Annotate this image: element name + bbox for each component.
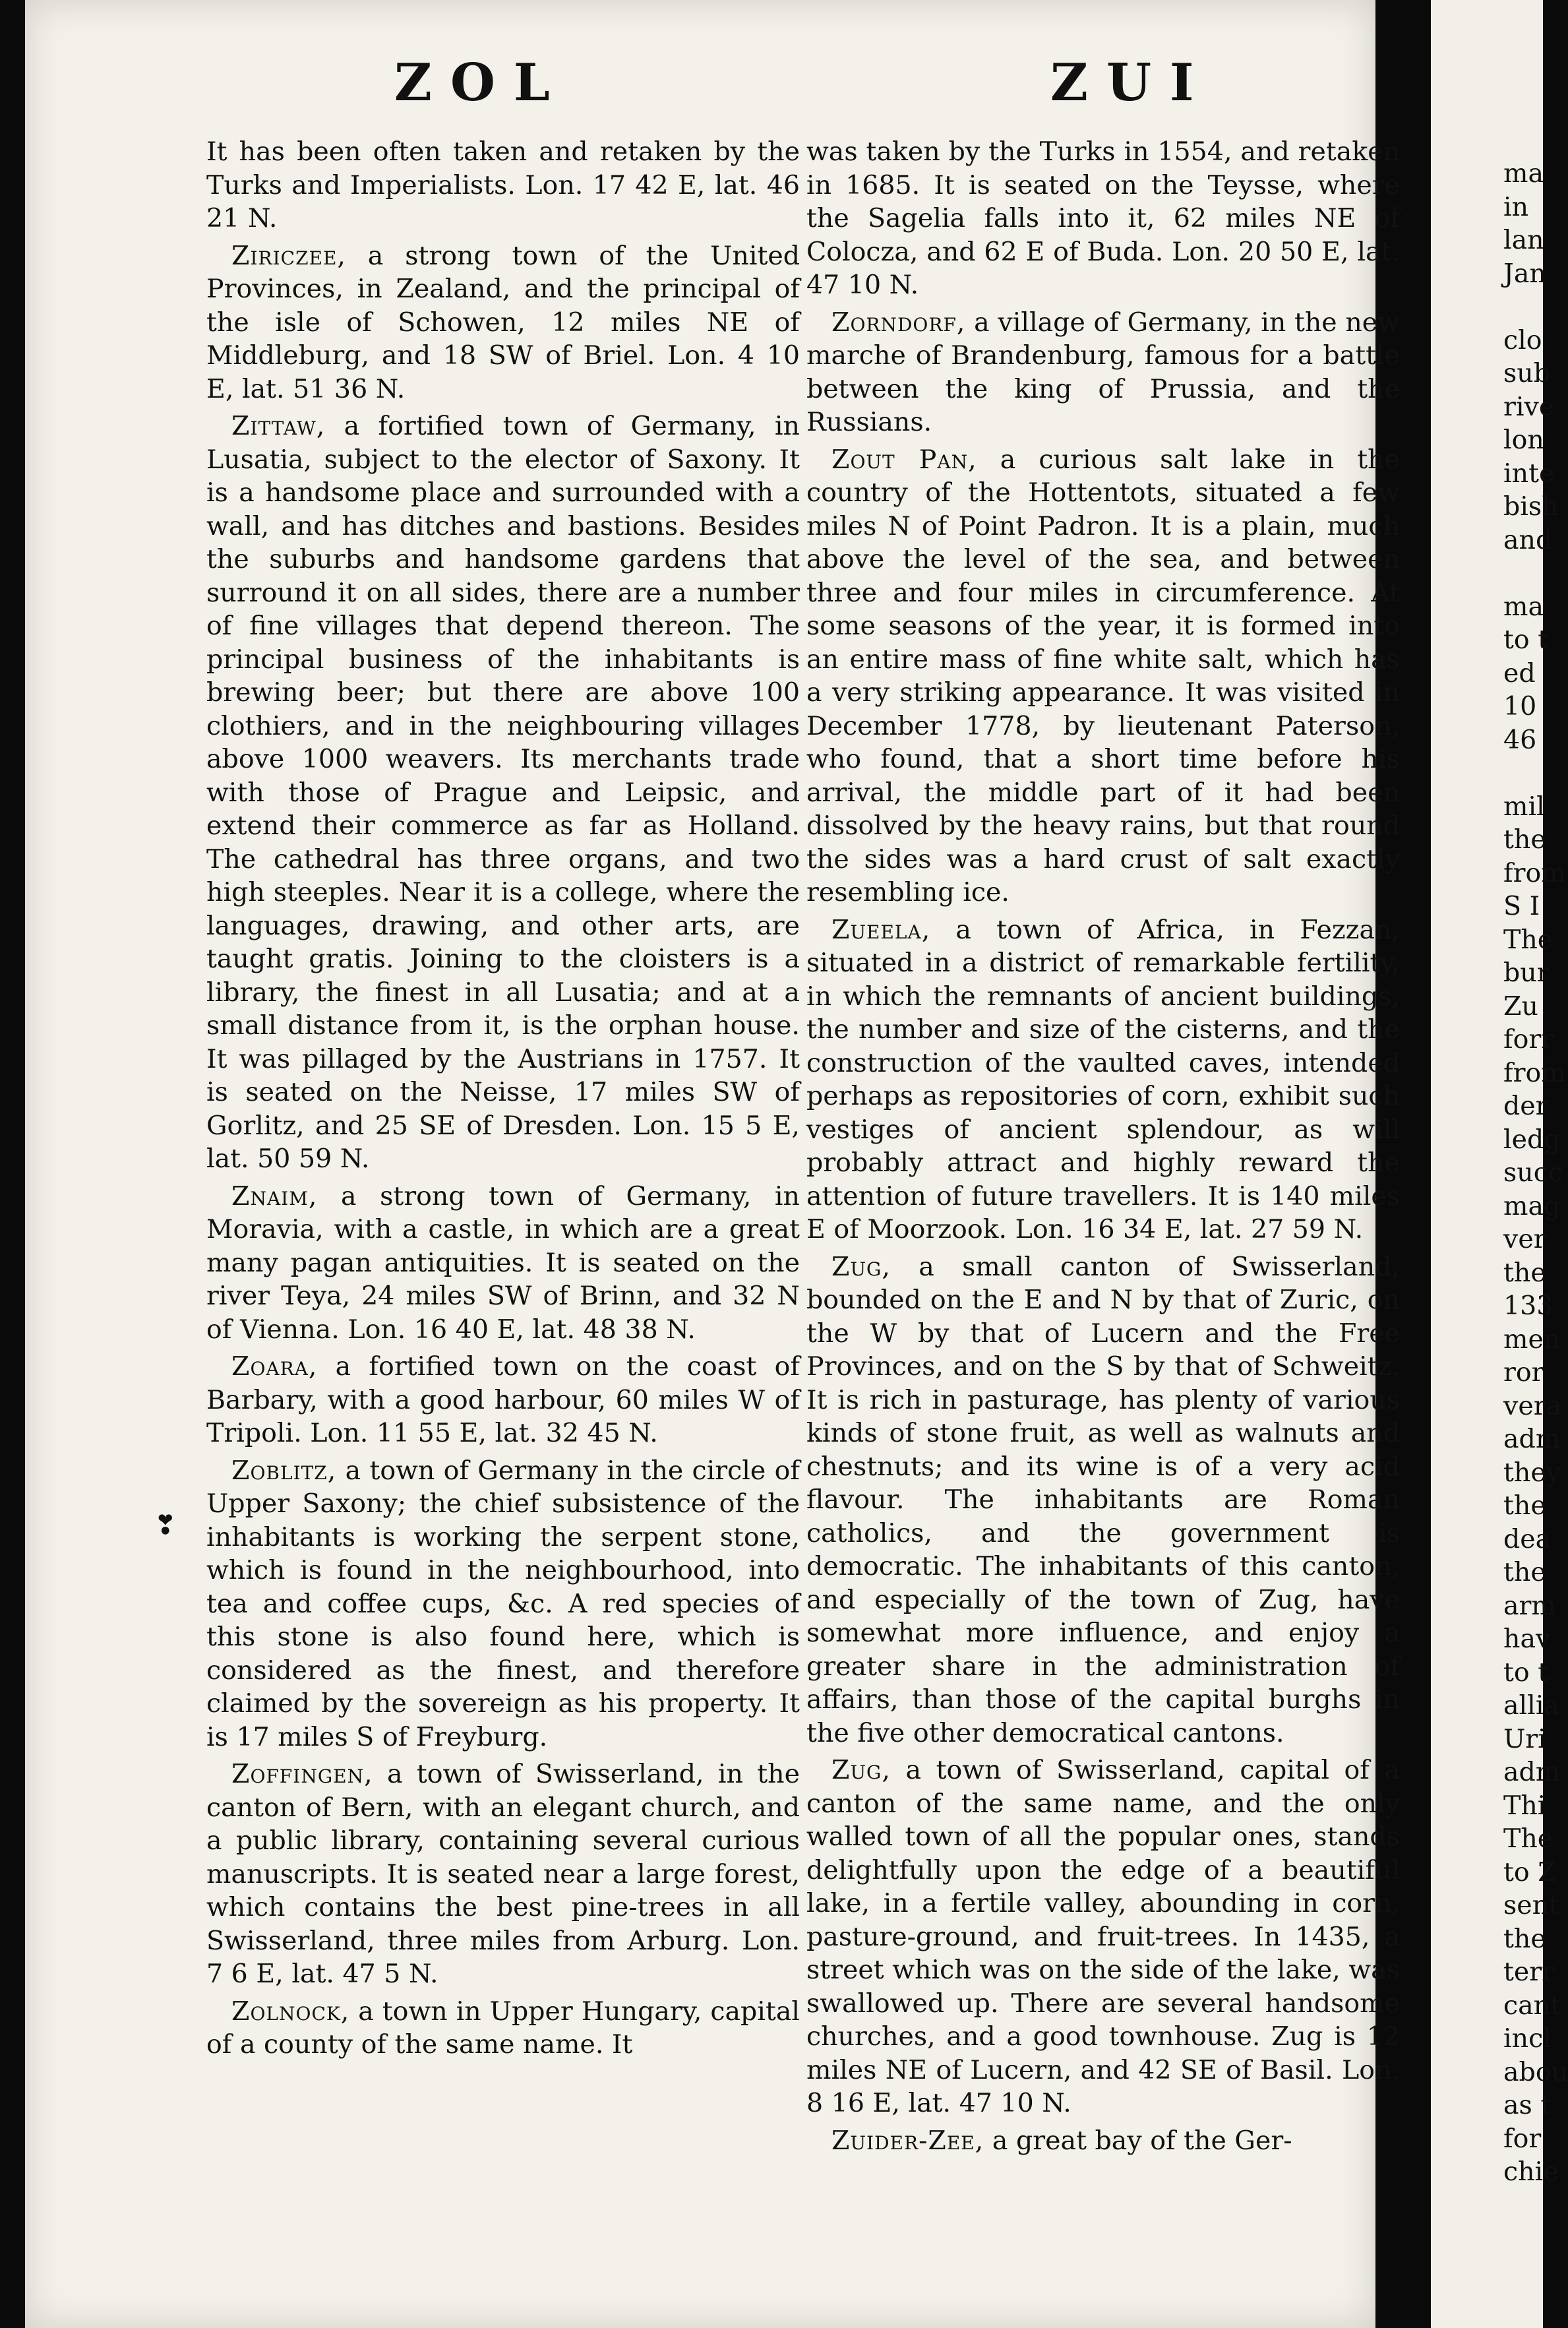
facing-page-fragment: The	[1503, 924, 1553, 955]
margin-mark: ❣	[154, 1510, 177, 1541]
gazetteer-entry	[206, 135, 800, 235]
facing-page-fragment: and	[1503, 524, 1553, 555]
gazetteer-entry	[206, 410, 800, 1176]
facing-page-fragment: as t	[1503, 2090, 1552, 2120]
facing-page-fragment: the	[1503, 1257, 1546, 1288]
facing-page-fragment: abou	[1503, 2056, 1568, 2087]
entry-text: a strong town of Germany, in Moravia, with a castle, in which are a great many pagan antiquities. It is seated on the river Teya, 24 miles SW of Brinn, and 32 N of Vienna. Lon. 16 40 E, lat. 48 38 N.	[206, 1180, 800, 1345]
entry-text: a town in Upper Hungary, capital of a county of the same name. It	[206, 1996, 800, 2060]
facing-page-fragment: incl	[1503, 2023, 1552, 2054]
facing-page-fragment: the	[1503, 824, 1546, 855]
facing-page-fragment: bish	[1503, 491, 1559, 522]
facing-page-fragment: mag	[1503, 1190, 1561, 1221]
facing-page-fragment: sub	[1503, 358, 1550, 388]
facing-page-fragment: inte	[1503, 458, 1555, 489]
facing-page-fragment: to t	[1503, 1657, 1549, 1688]
facing-page-fragment: ed	[1503, 658, 1536, 689]
entry-text: a fortified town of Germany, in Lusatia, subject to the elector of Saxony. It is a handsome place and surrounded with a wall, and has ditches and bastions. Besides the suburbs and handsome gardens that surround it on all sides, there are a number of fine villages that depend thereon. The principal business of the inhabitants is brewing beer; but there are above 100 clothiers, and in the neighbouring villages above 1000 weavers. Its merchants trade with those of Prague and Leipsic, and extend their commerce as far as Holland. The cathedral has three organs, and two high steeples. Near it is a college, where the languages, drawing, and other arts, are taught gratis. Joining to the cloisters is a library, the finest in all Lusatia; and at a small distance from it, is the orphan house. It was pillaged by the Austrians in 1757. It is seated on the Neisse, 17 miles SW of Gorlitz, and 25 SE of Dresden. Lon. 15 5 E, lat. 50 59 N.	[206, 411, 800, 1174]
entry-headword: Ziriczee,	[231, 240, 346, 271]
facing-page-fragment: arm	[1503, 1590, 1556, 1621]
facing-page-strip	[1431, 0, 1568, 2328]
entry-text: a fortified town on the coast of Barbary, with a good harbour, 60 miles W of Tripoli. Lon. 11 55 E, lat. 32 45 N.	[206, 1351, 800, 1448]
running-head-right: ZUI	[1050, 53, 1213, 113]
entry-headword: Zolnock,	[231, 1996, 350, 2027]
entry-headword: Znaim,	[231, 1180, 318, 1211]
facing-page-fragment: they	[1503, 1457, 1561, 1488]
gazetteer-entry	[806, 2124, 1400, 2158]
facing-page-fragment: the	[1503, 1557, 1546, 1587]
entry-text: a great bay of the Ger-	[984, 2125, 1292, 2156]
gazetteer-entry	[806, 306, 1400, 439]
text-column-right	[806, 135, 1400, 2161]
facing-page-fragment: chie	[1503, 2157, 1559, 2187]
gazetteer-entry	[206, 1180, 800, 1347]
entry-text: a town of Germany in the circle of Upper Saxony; the chief subsistence of the inhabitants is working the serpent stone, which is found in the neighbourhood, into tea and coffee cups, &c. A red species of this stone is also found here, which is considered as the finest, and therefore claimed by the sovereign as his property. It is 17 miles S of Freyburg.	[206, 1455, 800, 1752]
facing-page-fragment: ror	[1503, 1357, 1544, 1388]
facing-page-fragment: rive	[1503, 391, 1555, 422]
gazetteer-entry	[806, 135, 1400, 302]
entry-headword: Zueela,	[831, 914, 931, 945]
facing-page-fragment: adm	[1503, 1757, 1561, 1787]
facing-page-fragment: 133	[1503, 1291, 1553, 1321]
gazetteer-entry	[206, 1454, 800, 1754]
entry-headword: Zout Pan,	[831, 444, 977, 475]
facing-page-fragment: Jan	[1503, 258, 1546, 289]
entry-text: a strong town of the United Provinces, in Zealand, and the principal of the isle of Schowen, 12 miles NE of Middleburg, and 18 SW of Briel. Lon. 4 10 E, lat. 51 36 N.	[206, 240, 800, 404]
facing-page-fragment: succ	[1503, 1157, 1563, 1188]
facing-page-fragment: terr	[1503, 1957, 1555, 1987]
entry-headword: Zoara,	[231, 1351, 318, 1382]
gazetteer-entry	[806, 913, 1400, 1246]
facing-page-fragment: from	[1503, 857, 1566, 888]
entry-headword: Zoffingen,	[231, 1759, 373, 1789]
facing-page-fragment: the	[1503, 1490, 1546, 1521]
facing-page-fragment: The	[1503, 1823, 1553, 1854]
facing-page-fragment: bur	[1503, 958, 1550, 988]
facing-page-fragment: der	[1503, 1091, 1548, 1121]
gazetteer-entry	[206, 1758, 800, 1991]
gazetteer-entry	[806, 1754, 1400, 2120]
running-head-left: ZOL	[394, 53, 568, 113]
gazetteer-entry	[206, 239, 800, 406]
text-column-left	[206, 135, 800, 2066]
facing-page-fragment: S I	[1503, 891, 1540, 921]
facing-page-fragment: forr	[1503, 1024, 1554, 1055]
entry-text: a town of Swisserland, in the canton of Bern, with an elegant church, and a public library, containing several curious manuscripts. It is seated near a large forest, which contains the best pine-trees in all Swisserland, three miles from Arburg. Lon. 7 6 E, lat. 47 5 N.	[206, 1759, 800, 1989]
facing-page-fragment: Uri	[1503, 1723, 1546, 1754]
facing-page-fragment: lan	[1503, 225, 1544, 255]
facing-page-fragment: ma	[1503, 158, 1544, 189]
scanned-page	[25, 0, 1400, 2328]
facing-page-fragment: 10	[1503, 691, 1537, 721]
facing-page-fragment: dea	[1503, 1523, 1552, 1554]
gazetteer-entry	[806, 443, 1400, 909]
entry-headword: Zoblitz,	[231, 1455, 337, 1486]
entry-text: It has been often taken and retaken by the Turks and Imperialists. Lon. 17 42 E, lat. 46 21 N.	[206, 137, 800, 233]
facing-page-fragment: in	[1503, 191, 1529, 222]
entry-text: a village of Germany, in the new marche of Brandenburg, famous for a battle between the king of Prussia, and the Russians.	[806, 307, 1400, 437]
facing-page-fragment: clo	[1503, 324, 1542, 355]
facing-page-fragment: sent	[1503, 1890, 1559, 1920]
entry-headword: Zittaw,	[231, 411, 326, 441]
facing-page-fragment: from	[1503, 1057, 1566, 1088]
gazetteer-entry	[206, 1350, 800, 1450]
facing-page-fragment: ma	[1503, 591, 1544, 622]
entry-text: a town of Africa, in Fezzan, situated in a district of remarkable fertility, in which the remnants of ancient buildings, the number and size of the cisterns, and the construction of the vaulted caves, intended perhaps as repositories of corn, exhibit such vestiges of ancient splendour, as will probably attract and highly reward the attention of future travellers. It is 140 miles E of Moorzook. Lon. 16 34 E, lat. 27 59 N.	[806, 914, 1400, 1244]
entry-text: was taken by the Turks in 1554, and retaken in 1685. It is seated on the Teysse, where the Sagelia falls into it, 62 miles NE of Colocza, and 62 E of Buda. Lon. 20 50 E, lat. 47 10 N.	[806, 137, 1400, 300]
facing-page-fragment: to t	[1503, 625, 1549, 655]
facing-page-fragment: allia	[1503, 1690, 1559, 1721]
facing-page-fragment: lon	[1503, 425, 1544, 455]
facing-page-fragment: hav	[1503, 1624, 1551, 1654]
facing-page-fragment: vera	[1503, 1390, 1562, 1421]
entry-text: a town of Swisserland, capital of a canton of the same name, and the only walled town of all the popular ones, stands delightfully upon the edge of a beautiful lake, in a fertile valley, abounding in corn, pasture-ground, and fruit-trees. In 1435, a street which was on the side of the lake, was swallowed up. There are several handsome churches, and a good townhouse. Zug is 12 miles NE of Lucern, and 42 SE of Basil. Lon. 8 16 E, lat. 47 10 N.	[806, 1755, 1400, 2118]
facing-page-fragment: mil	[1503, 791, 1545, 822]
facing-page-fragment: ver	[1503, 1224, 1546, 1254]
facing-page-fragment: 46	[1503, 724, 1537, 755]
gazetteer-entry	[806, 1250, 1400, 1750]
entry-headword: Zuider-Zee,	[831, 2125, 984, 2156]
entry-text: a small canton of Swisserland, bounded on the E and N by that of Zuric, on the W by that of Lucern and the Free Provinces, and on the S by that of Schweitz. It is rich in pasturage, has plenty of various kinds of stone fruit, as well as walnuts and chestnuts; and its wine is of a very acid flavour. The inhabitants are Roman catholics, and the government is democratic. The inhabitants of this canton, and especially of the town of Zug, have somewhat more influence, and enjoy a greater share in the administration of affairs, than those of the capital burghs in the five other democratical cantons.	[806, 1251, 1400, 1748]
entry-headword: Zorndorf,	[831, 307, 966, 338]
facing-page-fragment: Thi	[1503, 1790, 1546, 1821]
facing-page-fragment: to Z	[1503, 1856, 1556, 1887]
entry-headword: Zug,	[831, 1755, 891, 1785]
facing-page-fragment: adm	[1503, 1424, 1561, 1454]
entry-headword: Zug,	[831, 1251, 891, 1282]
facing-page-fragment: the	[1503, 1923, 1546, 1954]
facing-page-fragment: Zu	[1503, 991, 1538, 1022]
facing-page-fragment: cant	[1503, 1990, 1561, 2021]
facing-page-fragment: ledg	[1503, 1124, 1561, 1155]
facing-page-fragment: for	[1503, 2123, 1542, 2154]
gazetteer-entry	[206, 1995, 800, 2062]
facing-page-fragment: men	[1503, 1324, 1561, 1355]
entry-text: a curious salt lake in the country of the Hottentots, situated a few miles N of Point Padron. It is a plain, much above the level of the sea, and between three and four miles in circumference. At some seasons of the year, it is formed into an entire mass of fine white salt, which has a very striking appearance. It was visited in December 1778, by lieutenant Paterson, who found, that a short time before his arrival, the middle part of it had been dissolved by the heavy rains, but that round the sides was a hard crust of salt exactly resembling ice.	[806, 444, 1400, 907]
